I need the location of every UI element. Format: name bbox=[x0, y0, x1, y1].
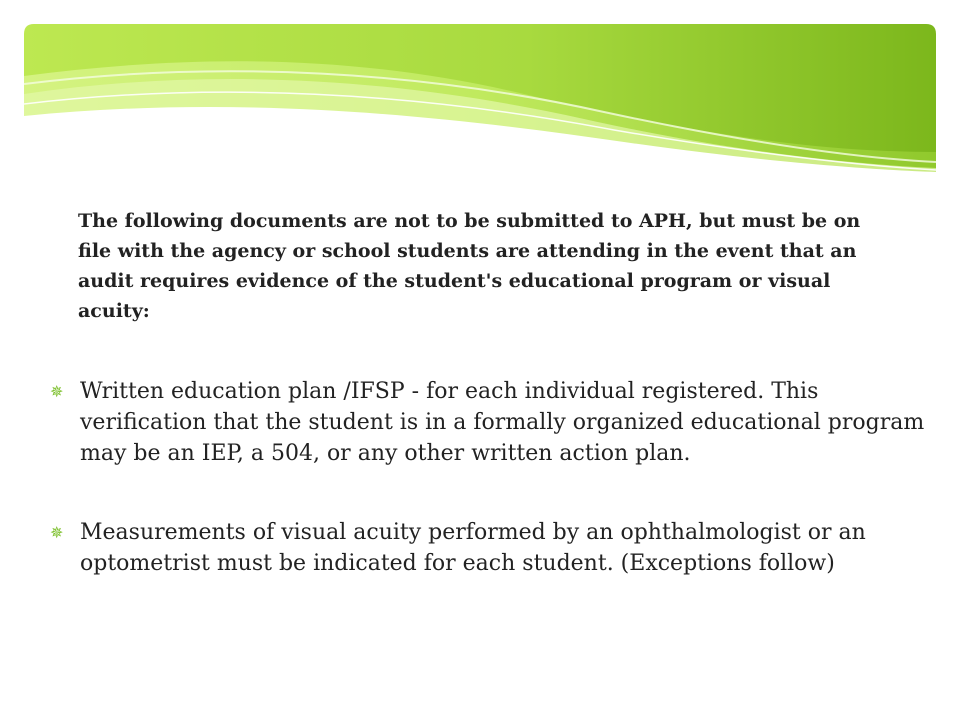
intro-paragraph: The following documents are not to be submitted to APH, but must be on file with the agency or school students are attending in the event that an audit requires evidence of the student's educational program or visual acuity: bbox=[78, 210, 861, 322]
bullet-item-visual-acuity bbox=[48, 517, 928, 579]
bullet-item-education-plan bbox=[48, 376, 928, 469]
bullet-text: Measurements of visual acuity performed by an ophthalmologist or an optometrist must be indicated for each student. (Exceptions follow) bbox=[80, 520, 866, 576]
asterisk-bullet-icon: ✵ bbox=[50, 382, 64, 401]
green-wave-banner bbox=[24, 24, 936, 174]
bullet-list bbox=[48, 376, 928, 627]
bullet-text: Written education plan /IFSP - for each individual registered. This verification that the student is in a formally organized educational program may be an IEP, a 504, or any other written action plan. bbox=[80, 379, 925, 466]
asterisk-bullet-icon: ✵ bbox=[50, 523, 64, 542]
